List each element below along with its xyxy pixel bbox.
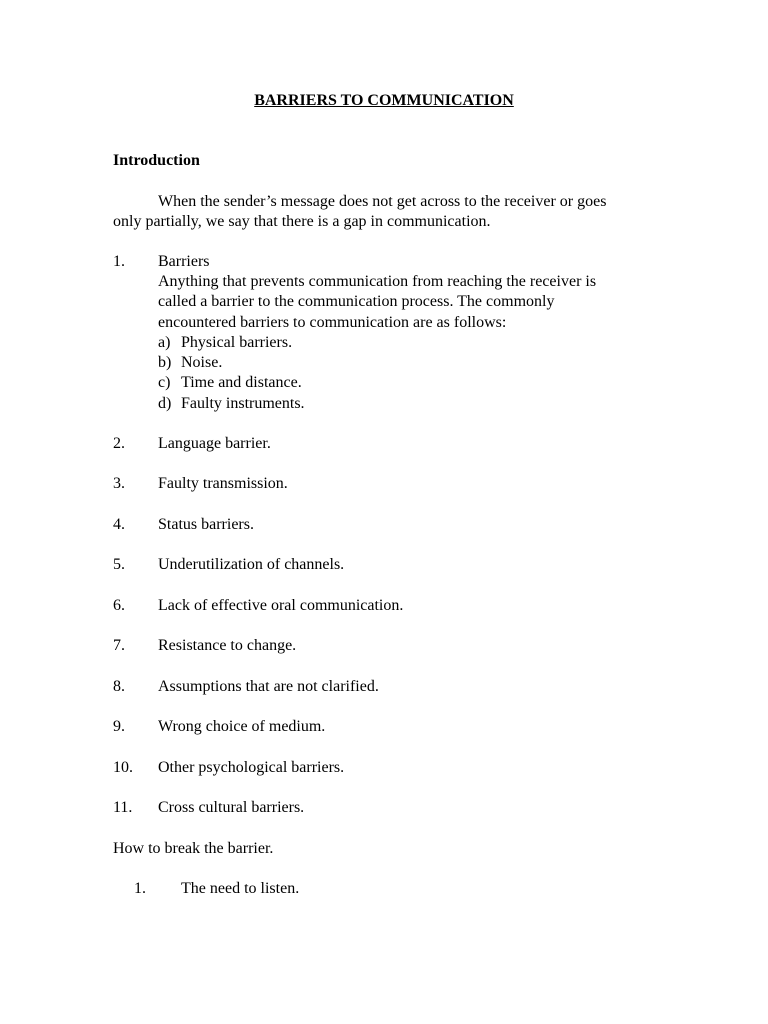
list-item-number: 3.: [113, 475, 125, 492]
intro-paragraph-line-2: only partially, we say that there is a gap in communication.: [113, 213, 491, 230]
list-item-text: Cross cultural barriers.: [158, 799, 305, 816]
intro-heading: Introduction: [113, 152, 200, 169]
list-item-number: 6.: [113, 597, 125, 614]
intro-paragraph-line-1: When the sender’s message does not get across to the receiver or goes: [158, 193, 607, 210]
list-item-text: Resistance to change.: [158, 637, 297, 654]
sub-item-text: Faulty instruments.: [181, 395, 305, 412]
sub-item-text: Physical barriers.: [181, 334, 293, 351]
list-item-number: 10.: [113, 759, 133, 776]
sub-item: [158, 353, 222, 373]
list-item-number: 5.: [113, 556, 125, 573]
item1-desc-line-1: Anything that prevents communication from reaching the receiver is: [158, 273, 597, 290]
break-item-text: The need to listen.: [181, 880, 300, 897]
sub-item-letter: a): [158, 334, 171, 351]
list-item-text: Underutilization of channels.: [158, 556, 345, 573]
list-item-number: 2.: [113, 435, 125, 452]
list-item-text: Wrong choice of medium.: [158, 718, 326, 735]
list-item-number: 9.: [113, 718, 125, 735]
break-item-number: 1.: [134, 880, 146, 897]
list-item-text: Faulty transmission.: [158, 475, 288, 492]
list-item-number: 1.: [113, 253, 125, 270]
item1-desc-line-3: encountered barriers to communication are as follows:: [158, 314, 507, 331]
list-item-label: Barriers: [158, 253, 210, 270]
list-item-number: 7.: [113, 637, 125, 654]
list-item-text: Language barrier.: [158, 435, 271, 452]
sub-item-letter: d): [158, 395, 172, 412]
list-item-number: 4.: [113, 516, 125, 533]
sub-item-text: Time and distance.: [181, 374, 302, 391]
list-item-text: Other psychological barriers.: [158, 759, 345, 776]
item1-desc-line-2: called a barrier to the communication process. The commonly: [158, 293, 555, 310]
page-title: BARRIERS TO COMMUNICATION: [254, 92, 514, 109]
break-heading: How to break the barrier.: [113, 840, 274, 857]
list-item-text: Status barriers.: [158, 516, 254, 533]
sub-item-letter: b): [158, 354, 172, 371]
list-item-text: Lack of effective oral communication.: [158, 597, 404, 614]
list-item-text: Assumptions that are not clarified.: [158, 678, 379, 695]
list-item-number: 8.: [113, 678, 125, 695]
sub-item: [158, 333, 292, 353]
sub-item-text: Noise.: [181, 354, 223, 371]
list-item-number: 11.: [113, 799, 133, 816]
sub-item-letter: c): [158, 374, 171, 391]
sub-item: [158, 373, 302, 393]
sub-item: [158, 394, 305, 414]
